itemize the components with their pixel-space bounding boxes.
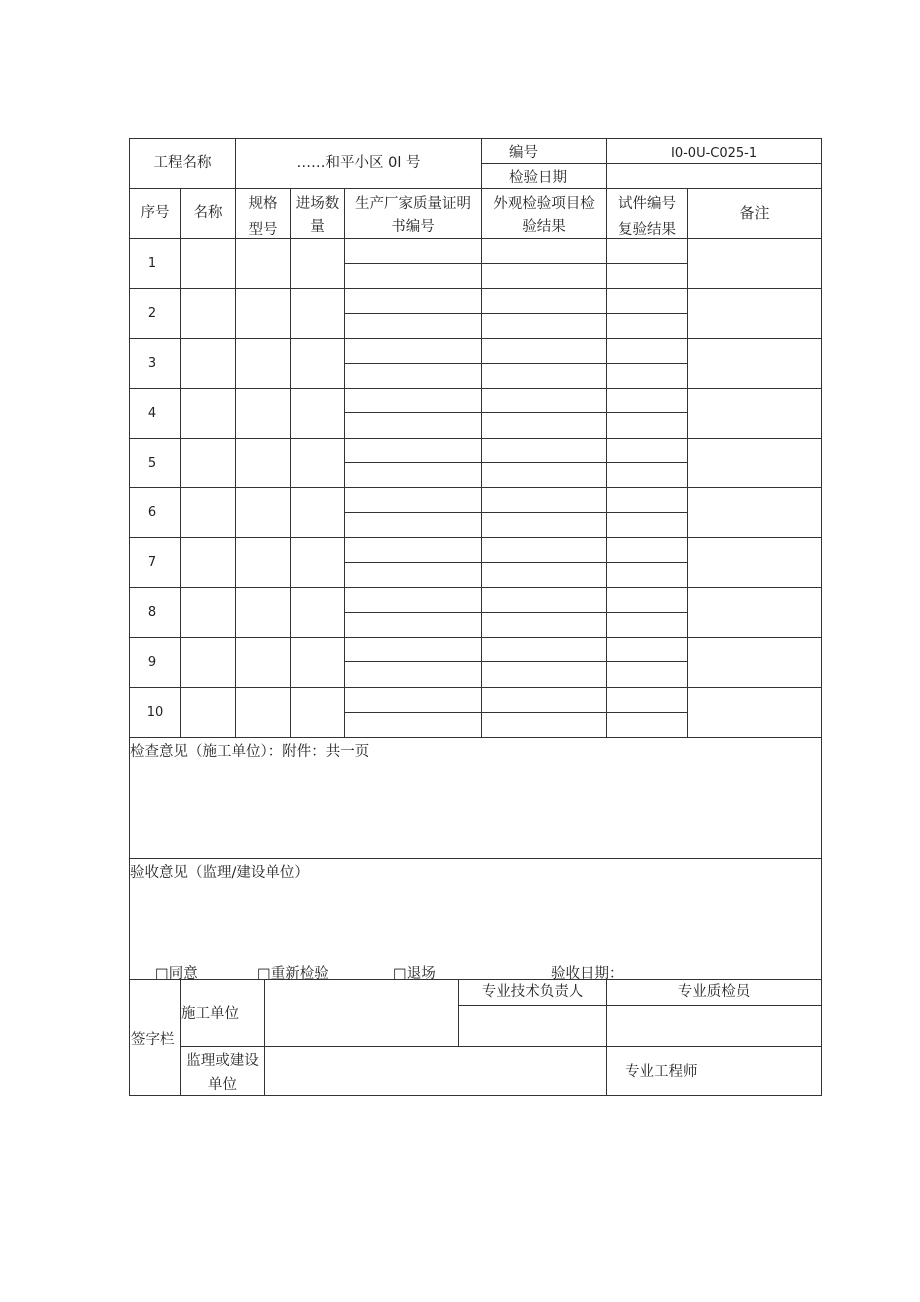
col-header-qty-line1: 进场数 [295,196,340,212]
col-header-qty-line2: 量 [310,219,325,235]
row-number: 10 [146,705,164,720]
col-header-spec-line2: 型号 [248,222,278,238]
col-header-qty [291,189,344,238]
engineer-label: 专业工程师 [625,1064,698,1080]
construction-unit-label: 施工单位 [181,1006,239,1022]
supervision-unit-label [181,1047,264,1095]
row-number: 7 [147,555,157,570]
inspection-date-label: 检验日期 [509,170,567,186]
supervision-unit-line1: 监理或建设 [186,1053,259,1069]
row-number: 8 [147,605,157,620]
col-header-appearance-line2: 验结果 [522,219,566,235]
tech-lead-label: 专业技术负责人 [481,984,584,1000]
col-header-seq: 序号 [140,205,170,221]
col-header-spec [236,189,290,238]
acceptance-date-label: 验收日期： [551,966,624,979]
supervision-unit-line2: 单位 [208,1077,237,1093]
row-number: 6 [147,505,157,520]
row-number: 9 [147,655,157,670]
col-header-appearance-line1: 外观检验项目检 [493,196,595,212]
col-header-cert [345,189,481,238]
quality-inspector-label: 专业质检员 [677,984,751,1000]
col-header-name: 名称 [193,205,223,221]
acceptance-opinion-label: 验收意见（监理/建设单位） [130,865,309,881]
col-header-test [607,189,687,238]
row-number: 1 [147,256,157,271]
option-return[interactable]: □退场 [393,966,436,979]
row-number: 5 [147,455,157,471]
project-name-label: 工程名称 [153,155,212,171]
row-number: 4 [147,406,157,421]
acceptance-options-row [130,959,821,979]
col-header-cert-line2: 书编号 [391,219,435,235]
col-header-appearance [482,189,606,238]
row-number: 2 [147,306,157,321]
row-number: 3 [147,356,157,371]
option-recheck[interactable]: □重新检验 [257,966,329,979]
col-header-remark: 备注 [739,204,770,222]
signature-section-label: 签字栏 [131,1032,175,1048]
project-name-value: ……和平小区 0l 号 [296,155,421,171]
option-agree[interactable]: □同意 [155,966,198,979]
code-value: I0-0U-C025-1 [671,146,758,161]
code-label: 编号 [509,145,538,161]
col-header-test-line1: 试件编号 [618,196,676,212]
inspection-opinion-label: 检查意见（施工单位）：附件：共一页 [130,744,370,760]
col-header-cert-line1: 生产厂家质量证明 [355,196,471,212]
col-header-spec-line1: 规格 [248,196,278,212]
col-header-test-line2: 复验结果 [618,222,676,238]
